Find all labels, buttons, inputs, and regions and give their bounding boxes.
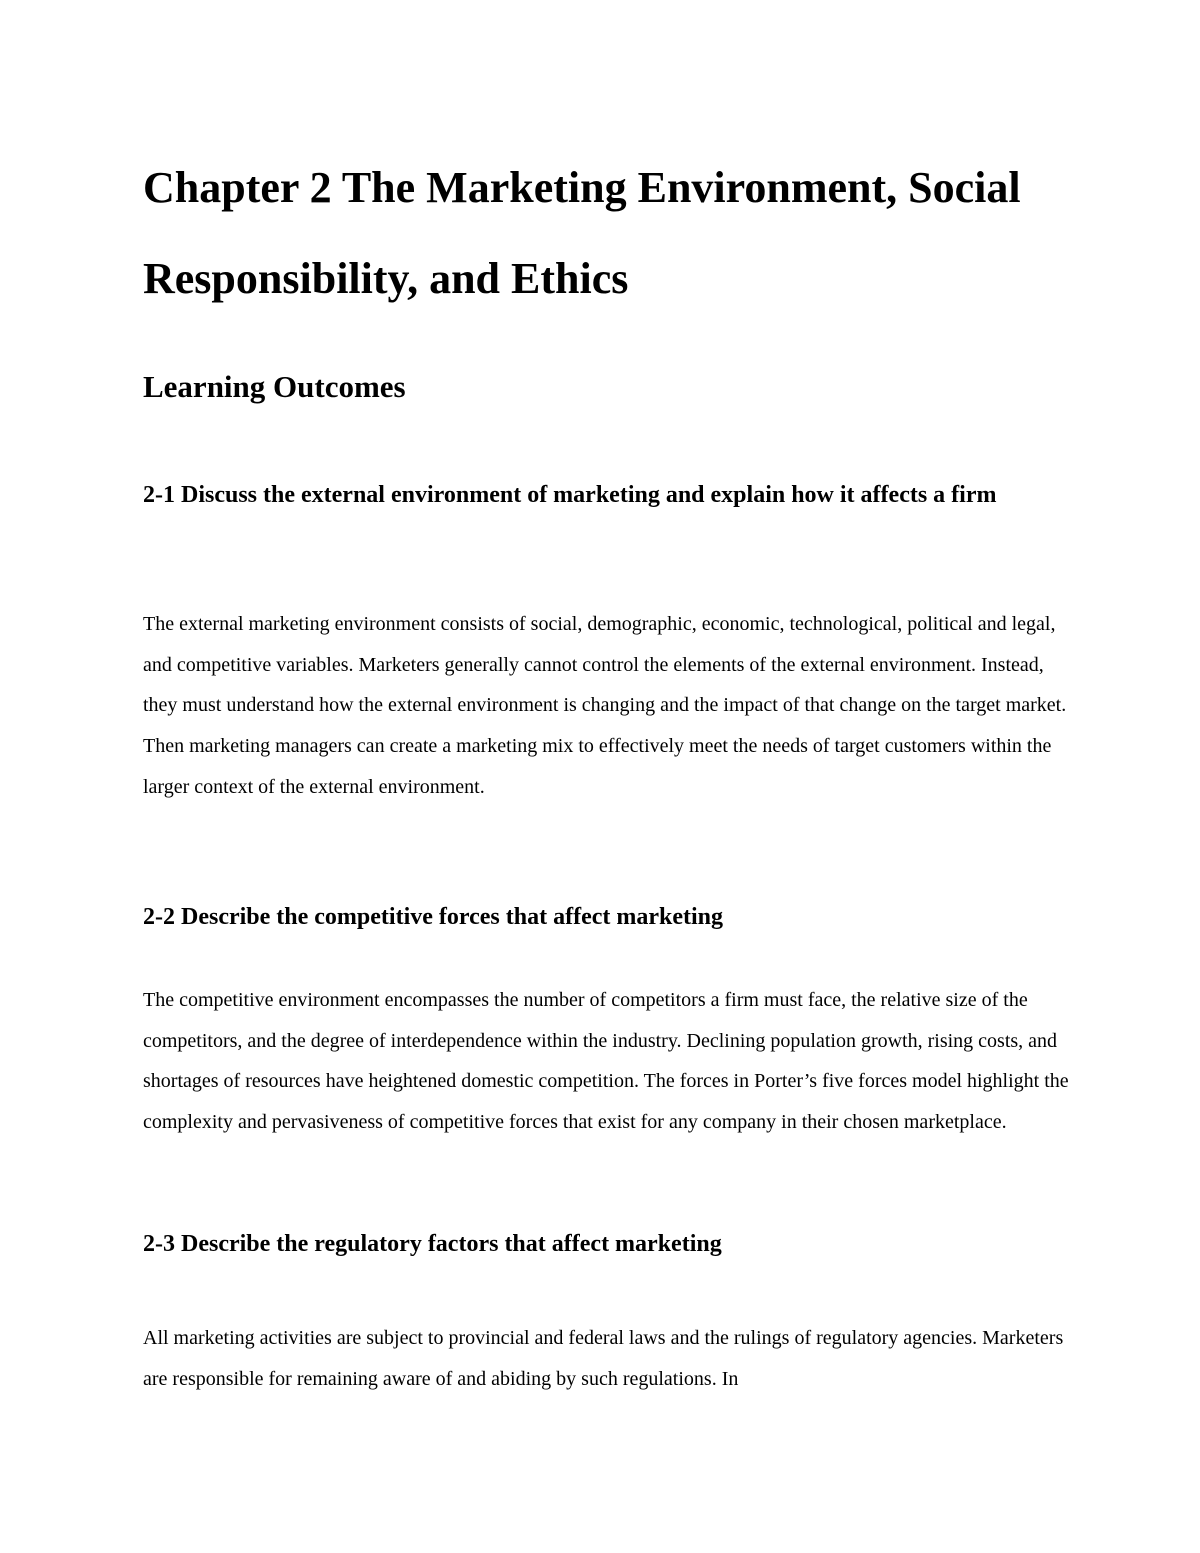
section-heading-learning-outcomes: Learning Outcomes [143, 369, 406, 404]
chapter-title: Chapter 2 The Marketing Environment, Social Responsibility, and Ethics [143, 163, 1021, 303]
outcome-heading-2-3: 2-3 Describe the regulatory factors that affect marketing [143, 1231, 722, 1257]
outcome-heading-2-1: 2-1 Discuss the external environment of marketing and explain how it affects a firm [143, 482, 997, 508]
outcome-body-2-3: All marketing activities are subject to provincial and federal laws and the rulings of regulatory agencies. Marketers are responsible for remaining aware of and abiding by such regulations. In [143, 1327, 1064, 1390]
outcome-heading-2-2: 2-2 Describe the competitive forces that affect marketing [143, 904, 724, 930]
outcome-body-2-2: The competitive environment encompasses the number of competitors a firm must face, the relative size of the competitors, and the degree of interdependence within the industry. Declining population growth, rising costs, and shortages of resources have heightened domestic competition. The forces in Porter’s five forces model highlight the complexity and pervasiveness of competitive forces that exist for any company in their chosen marketplace. [143, 989, 1069, 1134]
outcome-body-2-1: The external marketing environment consists of social, demographic, economic, technological, political and legal, and competitive variables. Marketers generally cannot control the elements of the external environment. Instead, they must understand how the external environment is changing and the impact of that change on the target market. Then marketing managers can create a marketing mix to effectively meet the needs of target customers within the larger context of the external environment. [143, 613, 1067, 798]
